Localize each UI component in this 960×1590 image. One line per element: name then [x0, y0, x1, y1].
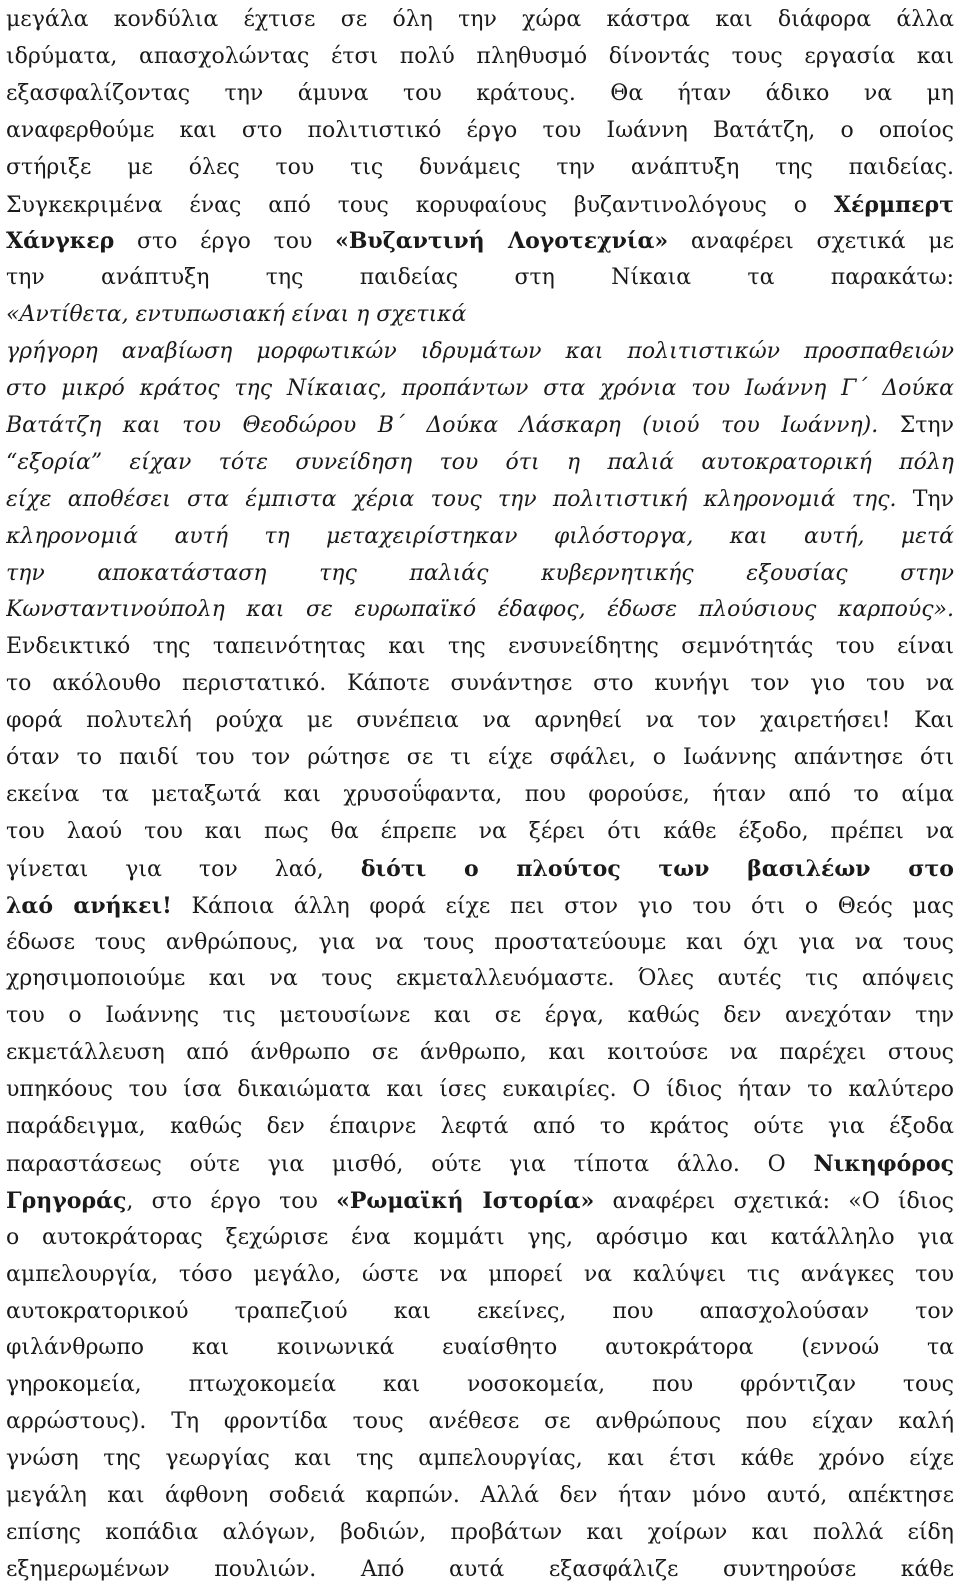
- text-line-42: επίσης κοπάδια αλόγων, βοδιών, προβάτων και χοίρων και πολλά είδη: [6, 1520, 954, 1545]
- quote-line-9: Κωνσταντινούπολη και σε ευρωπαϊκό έδαφος, έδωσε πλούσιους καρπούς».: [6, 597, 954, 622]
- text-line-18: Ενδεικτικό της ταπεινότητας και της ενσυνείδητης σεμνότητάς του είναι: [6, 634, 954, 659]
- text-line-7: [6, 221, 954, 261]
- quote-line-8: την αποκατάσταση της παλιάς κυβερνητικής εξουσίας στην: [6, 561, 954, 586]
- text-line-43: εξημερωμένων πουλιών. Από αυτά εξασφάλιζε συντηρούσε κάθε: [6, 1557, 954, 1582]
- text-line-32: [6, 1144, 954, 1184]
- text-line-25: [6, 886, 954, 926]
- text-span: , στο έργο του: [126, 1189, 337, 1214]
- text-span: αναφέρει σχετικά με: [668, 229, 954, 254]
- text-line-37: φιλάνθρωπο και κοινωνικά ευαίσθητο αυτοκράτορα (εννοώ τα: [6, 1335, 954, 1360]
- text-span: αναφέρει σχετικά: «Ο ίδιος: [594, 1189, 954, 1214]
- text-line-2: ιδρύματα, απασχολώντας έτσι πολύ πληθυσμό δίνοντάς τους εργασία και: [6, 44, 954, 69]
- quote-line-1: «Αντίθετα, εντυπωσιακή είναι η σχετικά: [6, 302, 467, 327]
- text-line-29: εκμετάλλευση από άνθρωπο σε άνθρωπο, και κοιτούσε να παρέχει στους: [6, 1040, 954, 1065]
- text-line-34: ο αυτοκράτορας ξεχώρισε ένα κομμάτι γης, αρόσιμο και κατάλληλο για: [6, 1225, 954, 1250]
- text-line-39: αρρώστους). Τη φροντίδα τους ανέθεσε σε ανθρώπους που είχαν καλή: [6, 1409, 954, 1434]
- author-name-hunger-first: Χέρμπερτ: [833, 192, 954, 218]
- text-line-21: όταν το παιδί του τον ρώτησε σε τι είχε σφάλει, ο Ιωάννης απάντησε ότι: [6, 745, 954, 770]
- text-line-31: παράδειγμα, καθώς δεν έπαιρνε λεφτά από το κράτος ούτε για έξοδα: [6, 1114, 954, 1139]
- text-line-26: έδωσε τους ανθρώπους, για να τους προστατεύουμε και όχι για να τους: [6, 930, 954, 955]
- quote-line-2: γρήγορη αναβίωση μορφωτικών ιδρυμάτων και πολιτιστικών προσπαθειών: [6, 339, 954, 364]
- author-name-hunger-last: Χάνγκερ: [6, 228, 115, 254]
- emphasis-span: λαό ανήκει!: [6, 893, 172, 919]
- text-span: Συγκεκριμένα ένας από τους κορυφαίους βυζαντινολόγους ο: [6, 193, 834, 218]
- text-line-36: αυτοκρατορικού τραπεζιού και εκείνες, που απασχολούσαν τον: [6, 1299, 954, 1324]
- text-span: παραστάσεως ούτε για μισθό, ούτε για τίποτα άλλο. Ο: [6, 1152, 814, 1177]
- text-line-20: φορά πολυτελή ρούχα με συνέπεια να αρνηθεί να τον χαιρετήσει! Και: [6, 708, 954, 733]
- emphasis-span: διότι ο πλούτος των βασιλέων στο: [360, 856, 954, 882]
- text-span: Κάποια άλλη φορά είχε πει στον γιο του ότι ο Θεός μας: [171, 894, 954, 919]
- quote-line-3: στο μικρό κράτος της Νίκαιας, προπάντων στα χρόνια του Ιωάννη Γ΄ Δούκα: [6, 376, 954, 401]
- text-line-6: [6, 185, 954, 225]
- text-line-35: αμπελουργία, τόσο μεγάλο, ώστε να μπορεί να καλύψει τις ανάγκες του: [6, 1262, 954, 1287]
- text-line-23: του λαού του και πως θα έπρεπε να ξέρει ότι κάθε έξοδο, πρέπει να: [6, 819, 954, 844]
- book-title-byzantine-literature: «Βυζαντινή Λογοτεχνία»: [335, 228, 669, 254]
- text-span: Την: [896, 487, 954, 512]
- text-line-27: χρησιμοποιούμε και να τους εκμεταλλευόμαστε. Όλες αυτές τις απόψεις: [6, 966, 954, 991]
- quote-span: Βατάτζη και του Θεοδώρου Β΄ Δούκα Λάσκαρη (υιού του Ιωάννη).: [6, 413, 879, 438]
- text-line-19: το ακόλουθο περιστατικό. Κάποτε συνάντησε στο κυνήγι τον γιο του να: [6, 671, 954, 696]
- quote-line-6: [6, 480, 954, 520]
- author-name-gregoras-first: Νικηφόρος: [813, 1151, 954, 1177]
- text-span: στο έργο του: [114, 229, 336, 254]
- text-line-8: την ανάπτυξη της παιδείας στη Νίκαια τα παρακάτω:: [6, 265, 954, 290]
- text-line-28: του ο Ιωάννης τις μετουσίωνε και σε έργα, καθώς δεν ανεχόταν την: [6, 1003, 954, 1028]
- quote-line-4: [6, 406, 954, 446]
- text-line-38: γηροκομεία, πτωχοκομεία και νοσοκομεία, που φρόντιζαν τους: [6, 1372, 954, 1397]
- text-line-4: αναφερθούμε και στο πολιτιστικό έργο του Ιωάννη Βατάτζη, ο οποίος: [6, 118, 954, 143]
- quote-line-5: “εξορία” είχαν τότε συνείδηση του ότι η παλιά αυτοκρατορική πόλη: [6, 450, 954, 475]
- book-title-roman-history: «Ρωμαϊκή Ιστορία»: [336, 1188, 595, 1214]
- text-line-24: [6, 849, 954, 889]
- quote-span: είχε αποθέσει στα έμπιστα χέρια τους την πολιτιστική κληρονομιά της.: [6, 487, 897, 512]
- text-span: Στην: [878, 413, 954, 438]
- text-line-33: [6, 1181, 954, 1221]
- document-page: [6, 0, 954, 1590]
- text-line-3: εξασφαλίζοντας την άμυνα του κράτους. Θα ήταν άδικο να μη: [6, 81, 954, 106]
- text-line-5: [6, 148, 954, 188]
- text-line-41: μεγάλη και άφθονη σοδειά καρπών. Αλλά δεν ήταν μόνο αυτό, απέκτησε: [6, 1483, 954, 1508]
- text-line-22: εκείνα τα μεταξωτά και χρυσοΰφαντα, που φορούσε, ήταν από το αίμα: [6, 782, 954, 807]
- text-line-5-body: στήριξε με όλες του τις δυνάμεις την ανάπτυξη της παιδείας.: [6, 155, 954, 180]
- author-name-gregoras-last: Γρηγοράς: [6, 1188, 127, 1214]
- text-line-30: υπηκόους του ίσα δικαιώματα και ίσες ευκαιρίες. Ο ίδιος ήταν το καλύτερο: [6, 1077, 954, 1102]
- text-span: γίνεται για τον λαό,: [6, 857, 361, 882]
- text-line-40: γνώση της γεωργίας και της αμπελουργίας, και έτσι κάθε χρόνο είχε: [6, 1446, 954, 1471]
- quote-line-7: κληρονομιά αυτή τη μεταχειρίστηκαν φιλόστοργα, και αυτή, μετά: [6, 524, 954, 549]
- text-line-1: μεγάλα κονδύλια έχτισε σε όλη την χώρα κάστρα και διάφορα άλλα: [6, 7, 954, 32]
